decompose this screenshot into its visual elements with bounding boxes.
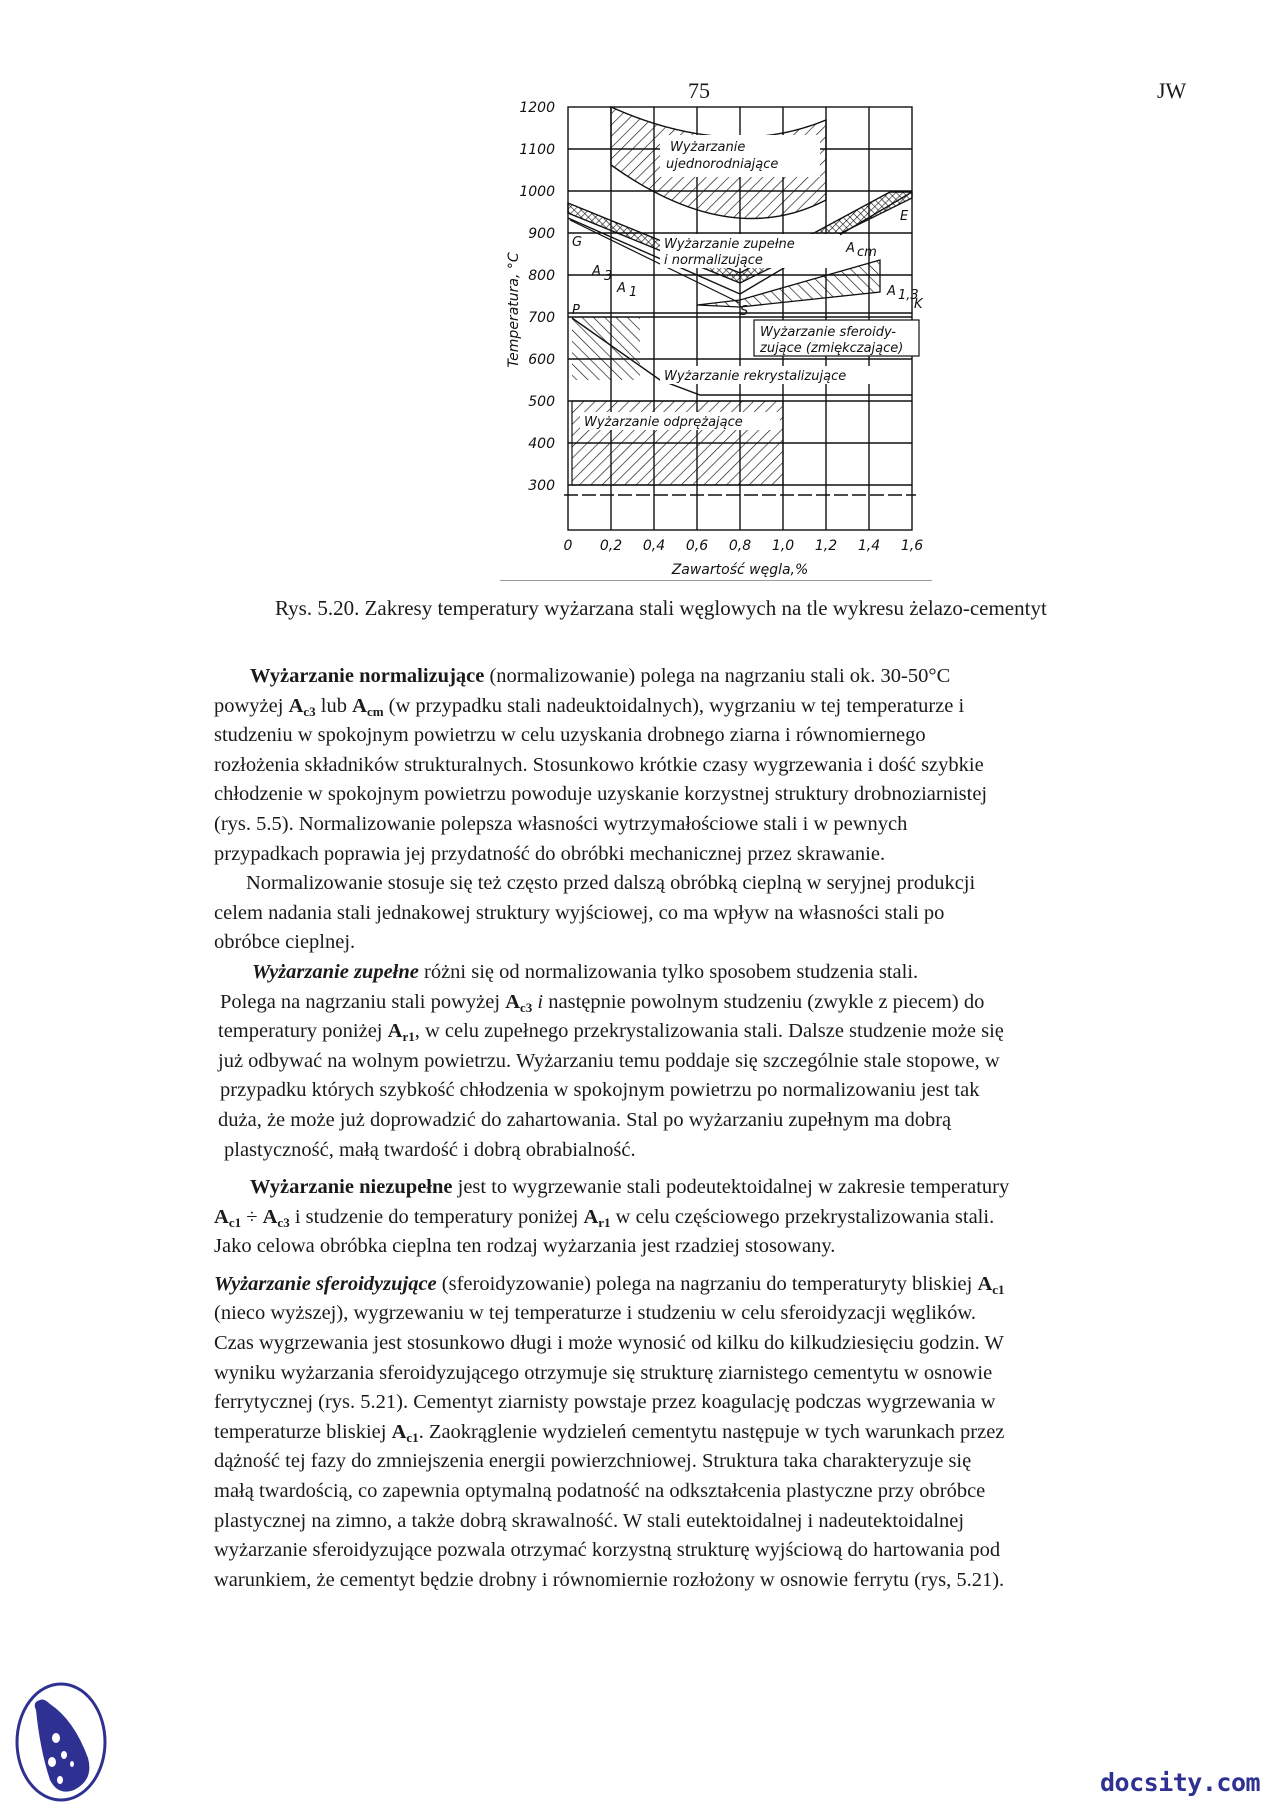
- paragraph-full-annealing: Wyżarzanie zupełne różni się od normalizowania tylko sposobem studzenia stali. Polega na nagrzaniu stali powyżej $A_{c3}$ i następnie powolnym studzeniu (zwykle z piecem) do temperatury poniżej $A_{r1}$, w celu zupełnego przekrystalizowania stali. Dalsze studzenie może się już odbywać na wolnym powietrzu. Wyżarzaniu temu poddaje się szczególnie stale stopowe, w przypadku których szybkość chłodzenia w spokojnym powietrzu po normalizowaniu jest tak duża, że może już doprowadzić do zahartowania. Stal po wyżarzaniu zupełnym ma dobrą plastyczność, małą twardość i dobrą obrabialność.: [218, 960, 1004, 1161]
- svg-text:cm: cm: [857, 245, 877, 260]
- svg-text:K: K: [914, 297, 923, 312]
- paragraph-normalizing: Wyżarzanie normalizujące (normalizowanie) polega na nagrzaniu stali ok. 30-50°C powyżej $A_{c3}$ lub $A_{cm}$ (w przypadku stali nadeuktoidalnych), wygrzaniu w tej temperaturze i studzeniu w spokojnym powietrzu w celu uzyskania drobnego ziarna i równomiernego rozłożenia składników strukturalnych. Stosunkowo krótkie czasy wygrzewania i dość szybkie chłodzenie w spokojnym powietrzu powoduje uzyskanie korzystnej struktury drobnoziarnistej (rys. 5.5). Normalizowanie polepsza własności wytrzymałościowe stali i w pewnych przypadkach poprawia jej przydatność do obróbki mechanicznej przez skrawanie.: [214, 665, 988, 865]
- svg-text:300: 300: [528, 478, 555, 494]
- svg-text:1,0: 1,0: [771, 538, 795, 554]
- author-initials: JW: [1157, 78, 1187, 103]
- svg-text:ujednorodniające: ujednorodniające: [666, 157, 779, 172]
- svg-text:1,2: 1,2: [814, 538, 838, 554]
- svg-text:A: A: [887, 284, 896, 299]
- paragraph-normalizing-usage: Normalizowanie stosuje się też często przed dalszą obróbką cieplną w seryjnej produkcji celem nadania stali jednakowej struktury wyjściowej, co ma wpływ na własności stali po obróbce cieplnej.: [214, 872, 976, 954]
- svg-text:1,3: 1,3: [898, 288, 919, 303]
- svg-text:900: 900: [528, 226, 555, 242]
- svg-text:A: A: [617, 281, 626, 296]
- svg-text:800: 800: [528, 268, 555, 284]
- svg-text:i normalizujące: i normalizujące: [664, 253, 763, 268]
- svg-text:Wyżarzanie odprężające: Wyżarzanie odprężające: [584, 415, 743, 430]
- svg-text:S: S: [740, 304, 749, 319]
- svg-text:600: 600: [528, 352, 555, 368]
- svg-text:P: P: [572, 303, 580, 318]
- svg-text:1200: 1200: [519, 100, 555, 116]
- svg-text:Wyżarzanie rekrystalizujące: Wyżarzanie rekrystalizujące: [664, 369, 847, 384]
- svg-text:500: 500: [528, 394, 555, 410]
- svg-text:0: 0: [563, 538, 573, 554]
- paragraph-spheroidizing: Wyżarzanie sferoidyzujące (sferoidyzowanie) polega na nagrzaniu do temperaturyty bliskiej $A_{c1}$ (nieco wyższej), wygrzewaniu w tej temperaturze i studzeniu w celu sferoidyzacji węglików. Czas wygrzewania jest stosunkowo długi i może wynosić od kilku do kilkudziesięciu godzin. W wyniku wyżarzania sferoidyzującego otrzymuje się strukturę ziarnistego cementytu w osnowie ferrytycznej (rys. 5.21). Cementyt ziarnisty powstaje przez koagulację podczas wygrzewania w temperaturze bliskiej $A_{c1}$. Zaokrąglenie wydzieleń cementytu następuje w tych warunkach przez dążność tej fazy do zmniejszenia energii powierzchniowej. Struktura taka charakteryzuje się małą twardością, co zapewnia optymalną podatność na odkształcenia plastyczne przy obróbce plastycznej na zimno, a także dobrą skrawalność. W stali eutektoidalnej i nadeutektoidalnej wyżarzanie sferoidyzujące pozwala otrzymać korzystną strukturę wyjściową do hartowania pod warunkiem, że cementyt będzie drobny i równomiernie rozłożony w osnowie ferrytu (rys, 5.21).: [214, 1272, 1005, 1591]
- svg-text:zujące (zmiękczające): zujące (zmiękczające): [760, 341, 904, 356]
- svg-text:1,4: 1,4: [857, 538, 881, 554]
- iron-carbon-annealing-chart: [500, 100, 940, 582]
- docsity-brand-link[interactable]: docsity.com: [1100, 1768, 1261, 1797]
- svg-text:1100: 1100: [519, 142, 555, 158]
- svg-text:0,6: 0,6: [685, 538, 709, 554]
- svg-text:Wyżarzanie sferoidy-: Wyżarzanie sferoidy-: [760, 325, 896, 340]
- paragraph-partial-annealing: Wyżarzanie niezupełne jest to wygrzewanie stali podeutektoidalnej w zakresie temperatury $A_{c1} \div A_{c3}$ i studzenie do temperatury poniżej $A_{r1}$ w celu częściowego przekrystalizowania stali. Jako celowa obróbka cieplna ten rodzaj wyżarzania jest rzadziej stosowany.: [214, 1176, 1010, 1258]
- region-recrystallization: [572, 317, 640, 380]
- svg-text:700: 700: [528, 310, 555, 326]
- svg-text:1000: 1000: [519, 184, 555, 200]
- svg-text:1,6: 1,6: [900, 538, 924, 554]
- docsity-logo-icon: [14, 1680, 126, 1802]
- svg-text:Wyżarzanie: Wyżarzanie: [670, 140, 746, 155]
- svg-text:3: 3: [604, 269, 613, 284]
- svg-text:E: E: [900, 209, 909, 224]
- document-body: [214, 662, 1214, 1595]
- y-axis-label: Temperatura, °C: [506, 252, 522, 368]
- x-axis-label: Zawartość węgla,%: [671, 562, 809, 578]
- svg-text:1: 1: [629, 285, 638, 300]
- svg-text:A: A: [846, 241, 855, 256]
- svg-text:0,2: 0,2: [599, 538, 623, 554]
- svg-text:0,8: 0,8: [728, 538, 752, 554]
- svg-text:400: 400: [528, 436, 555, 452]
- svg-text:G: G: [572, 235, 583, 250]
- svg-text:A: A: [592, 264, 601, 279]
- page-number: 75: [688, 78, 710, 103]
- figure-divider: [500, 580, 932, 581]
- figure-caption: Rys. 5.20. Zakresy temperatury wyżarzana stali węglowych na tle wykresu żelazo-cementyt: [275, 596, 1047, 620]
- svg-text:0,4: 0,4: [642, 538, 666, 554]
- svg-text:Wyżarzanie zupełne: Wyżarzanie zupełne: [664, 237, 795, 252]
